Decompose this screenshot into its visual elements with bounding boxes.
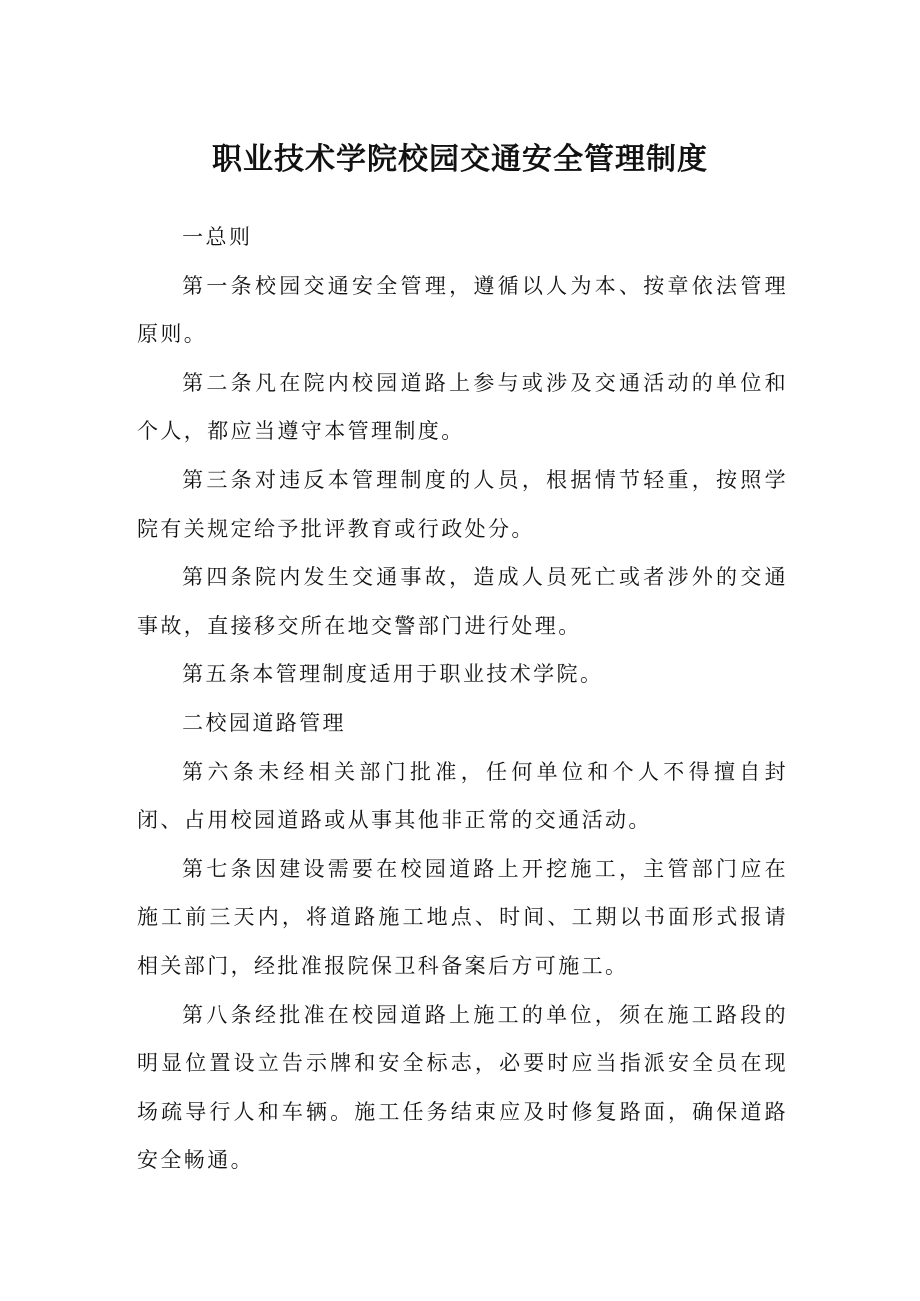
article-1: 第一条校园交通安全管理，遵循以人为本、按章依法管理原则。 bbox=[137, 273, 788, 347]
article-7: 第七条因建设需要在校园道路上开挖施工，主管部门应在施工前三天内，将道路施工地点、时间、工期以书面形式报请相关部门，经批准报院保卫科备案后方可施工。 bbox=[137, 856, 788, 978]
section-heading-general: 一总则 bbox=[182, 225, 253, 249]
article-5: 第五条本管理制度适用于职业技术学院。 bbox=[182, 662, 604, 687]
article-4: 第四条院内发生交通事故，造成人员死亡或者涉外的交通事故，直接移交所在地交警部门进行处理。 bbox=[137, 565, 788, 638]
document-body bbox=[137, 213, 788, 1185]
article-3: 第三条对违反本管理制度的人员，根据情节轻重，按照学院有关规定给予批评教育或行政处分。 bbox=[137, 467, 788, 541]
article-2: 第二条凡在院内校园道路上参与或涉及交通活动的单位和个人，都应当遵守本管理制度。 bbox=[137, 370, 788, 444]
document-title: 职业技术学院校园交通安全管理制度 bbox=[212, 142, 708, 177]
section-heading-road-management: 二校园道路管理 bbox=[182, 710, 346, 735]
article-8: 第八条经批准在校园道路上施工的单位，须在施工路段的明显位置设立告示牌和安全标志，必要时应当指派安全员在现场疏导行人和车辆。施工任务结束应及时修复路面，确保道路安全畅通。 bbox=[137, 1002, 788, 1173]
article-6: 第六条未经相关部门批准，任何单位和个人不得擅自封闭、占用校园道路或从事其他非正常的交通活动。 bbox=[137, 759, 788, 833]
